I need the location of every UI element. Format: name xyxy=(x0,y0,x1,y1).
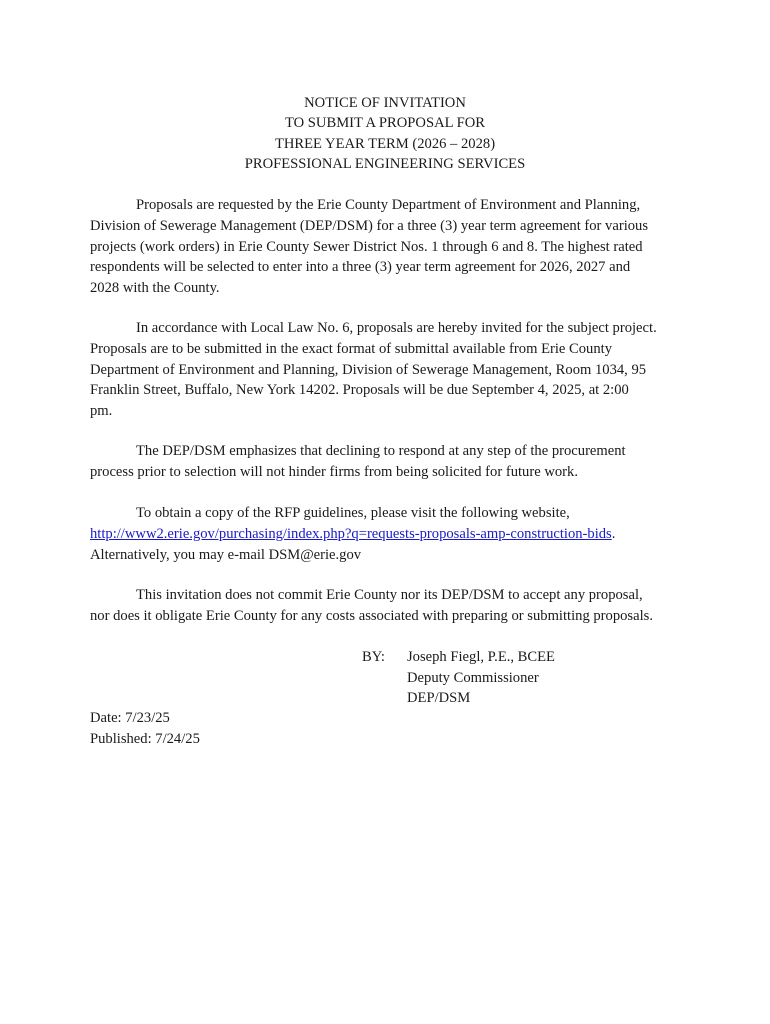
title-line: PROFESSIONAL ENGINEERING SERVICES xyxy=(244,155,526,172)
paragraph-line: To obtain a copy of the RFP guidelines, please visit the following website, xyxy=(136,505,570,521)
paragraph-local-law xyxy=(90,318,690,422)
signatory xyxy=(407,647,555,709)
paragraph-line: The DEP/DSM emphasizes that declining to respond at any step of the procurement xyxy=(136,443,626,459)
rfp-guidelines-link[interactable]: http://www2.erie.gov/purchasing/index.php?q=requests-proposals-amp-construction-bids xyxy=(90,525,612,542)
paragraph-line: nor does it obligate Erie County for any costs associated with preparing or submitting proposals. xyxy=(90,607,653,624)
paragraph-line xyxy=(90,524,690,545)
paragraph-line: In accordance with Local Law No. 6, proposals are hereby invited for the subject project. xyxy=(136,320,657,336)
paragraph-proposals-requested xyxy=(90,195,690,299)
paragraph-line: Division of Sewerage Management (DEP/DSM) for a three (3) year term agreement for various xyxy=(90,217,649,234)
paragraph-line: Proposals are requested by the Erie County Department of Environment and Planning, xyxy=(136,197,641,213)
paragraph-line: process prior to selection will not hinder firms from being solicited for future work. xyxy=(90,463,578,480)
title-line: NOTICE OF INVITATION xyxy=(304,95,466,111)
paragraph-line: Proposals are to be submitted in the exact format of submittal available from Erie County xyxy=(90,340,612,357)
paragraph-no-commitment xyxy=(90,585,690,627)
date-line: Date: 7/23/25 xyxy=(90,710,170,726)
signatory-title: Deputy Commissioner xyxy=(407,669,539,686)
paragraph-line: Franklin Street, Buffalo, New York 14202. Proposals will be due September 4, 2025, at 2:00 xyxy=(90,382,629,399)
paragraph-line: Alternatively, you may e-mail DSM@erie.gov xyxy=(90,546,362,563)
paragraph-line: respondents will be selected to enter into a three (3) year term agreement for 2026, 2027 and xyxy=(90,259,631,276)
paragraph-emphasis xyxy=(90,441,690,483)
signatory-org: DEP/DSM xyxy=(407,690,471,706)
dates-block xyxy=(90,708,200,749)
paragraph-line: projects (work orders) in Erie County Sewer District Nos. 1 through 6 and 8. The highest rated xyxy=(90,238,643,255)
link-suffix: . xyxy=(611,525,616,542)
title-line: TO SUBMIT A PROPOSAL FOR xyxy=(284,115,486,132)
notice-title xyxy=(0,93,770,174)
title-line: THREE YEAR TERM (2026 – 2028) xyxy=(274,135,496,152)
paragraph-line: Department of Environment and Planning, Division of Sewerage Management, Room 1034, 95 xyxy=(90,361,647,378)
by-label: BY: xyxy=(362,649,385,665)
paragraph-line: pm. xyxy=(90,403,113,420)
paragraph-line: 2028 with the County. xyxy=(90,280,220,297)
signatory-name: Joseph Fiegl, P.E., BCEE xyxy=(407,649,555,665)
paragraph-line: This invitation does not commit Erie County nor its DEP/DSM to accept any proposal, xyxy=(136,587,643,603)
paragraph-rfp-guidelines xyxy=(90,503,690,565)
published-line: Published: 7/24/25 xyxy=(90,730,200,747)
